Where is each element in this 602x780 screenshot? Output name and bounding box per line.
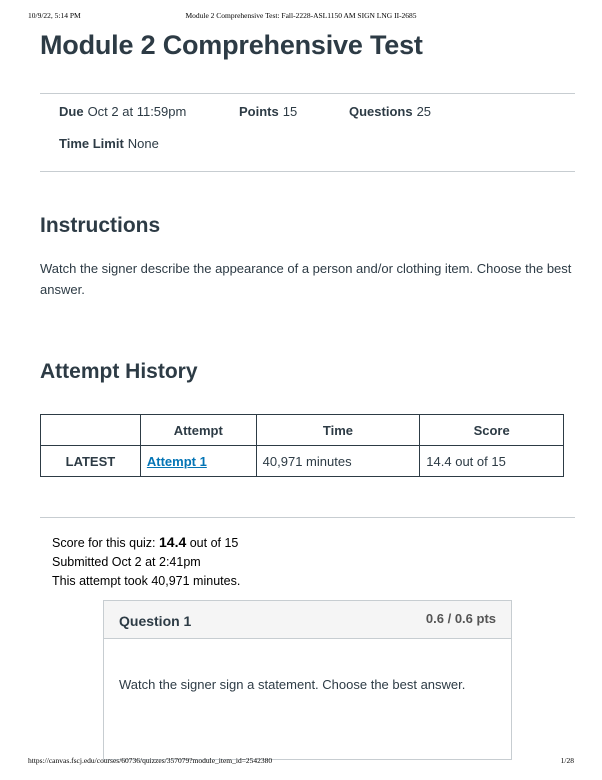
column-header: Time	[256, 415, 420, 446]
time-limit-value: None	[127, 136, 159, 151]
time-limit-detail	[59, 136, 159, 151]
score-value: 14.4	[159, 534, 187, 550]
divider	[40, 517, 575, 518]
time-limit-label: Time Limit	[59, 136, 124, 151]
instructions-heading: Instructions	[40, 214, 161, 237]
table-header-row	[41, 415, 564, 446]
instructions-text: Watch the signer describe the appearance of a person and/or clothing item. Choose the best answer.	[40, 261, 572, 297]
due-value: Oct 2 at 11:59pm	[87, 104, 187, 119]
points-value: 15	[282, 104, 298, 119]
print-url: https://canvas.fscj.edu/courses/60736/quizzes/357079?module_item_id=2542380	[28, 756, 273, 765]
question-header	[104, 601, 511, 639]
page-title: Module 2 Comprehensive Test	[40, 30, 423, 60]
question-title: Question 1	[119, 613, 192, 629]
attempt-link[interactable]: Attempt 1	[140, 446, 256, 477]
divider	[40, 171, 575, 172]
due-label: Due	[59, 104, 84, 119]
points-label: Points	[239, 104, 279, 119]
points-detail	[239, 104, 297, 119]
print-doc-title: Module 2 Comprehensive Test: Fall-2228-ASL1150 AM SIGN LNG II-2685	[185, 11, 417, 20]
attempt-duration: This attempt took 40,971 minutes.	[52, 574, 241, 588]
questions-detail	[349, 104, 431, 119]
submitted-time: Submitted Oct 2 at 2:41pm	[52, 555, 201, 569]
attempt-time: 40,971 minutes	[256, 446, 420, 477]
attempt-history-table	[40, 414, 564, 477]
due-detail	[59, 104, 186, 119]
question-card	[103, 600, 512, 760]
question-text: Watch the signer sign a statement. Choose the best answer.	[119, 677, 466, 692]
questions-label: Questions	[349, 104, 413, 119]
questions-value: 25	[416, 104, 432, 119]
print-header	[0, 11, 602, 23]
column-header	[41, 415, 141, 446]
print-footer	[0, 756, 602, 768]
attempt-history-heading: Attempt History	[40, 360, 198, 383]
score-summary	[52, 533, 240, 591]
attempt-label: LATEST	[41, 446, 141, 477]
quiz-score: Score for this quiz: 14.4 out of 15	[52, 534, 239, 550]
column-header: Attempt	[140, 415, 256, 446]
print-datetime: 10/9/22, 5:14 PM	[28, 11, 81, 20]
table-row	[41, 446, 564, 477]
question-points: 0.6 / 0.6 pts	[425, 611, 496, 626]
print-page-number: 1/28	[560, 756, 574, 765]
attempt-score: 14.4 out of 15	[420, 446, 564, 477]
column-header: Score	[420, 415, 564, 446]
divider	[40, 93, 575, 94]
